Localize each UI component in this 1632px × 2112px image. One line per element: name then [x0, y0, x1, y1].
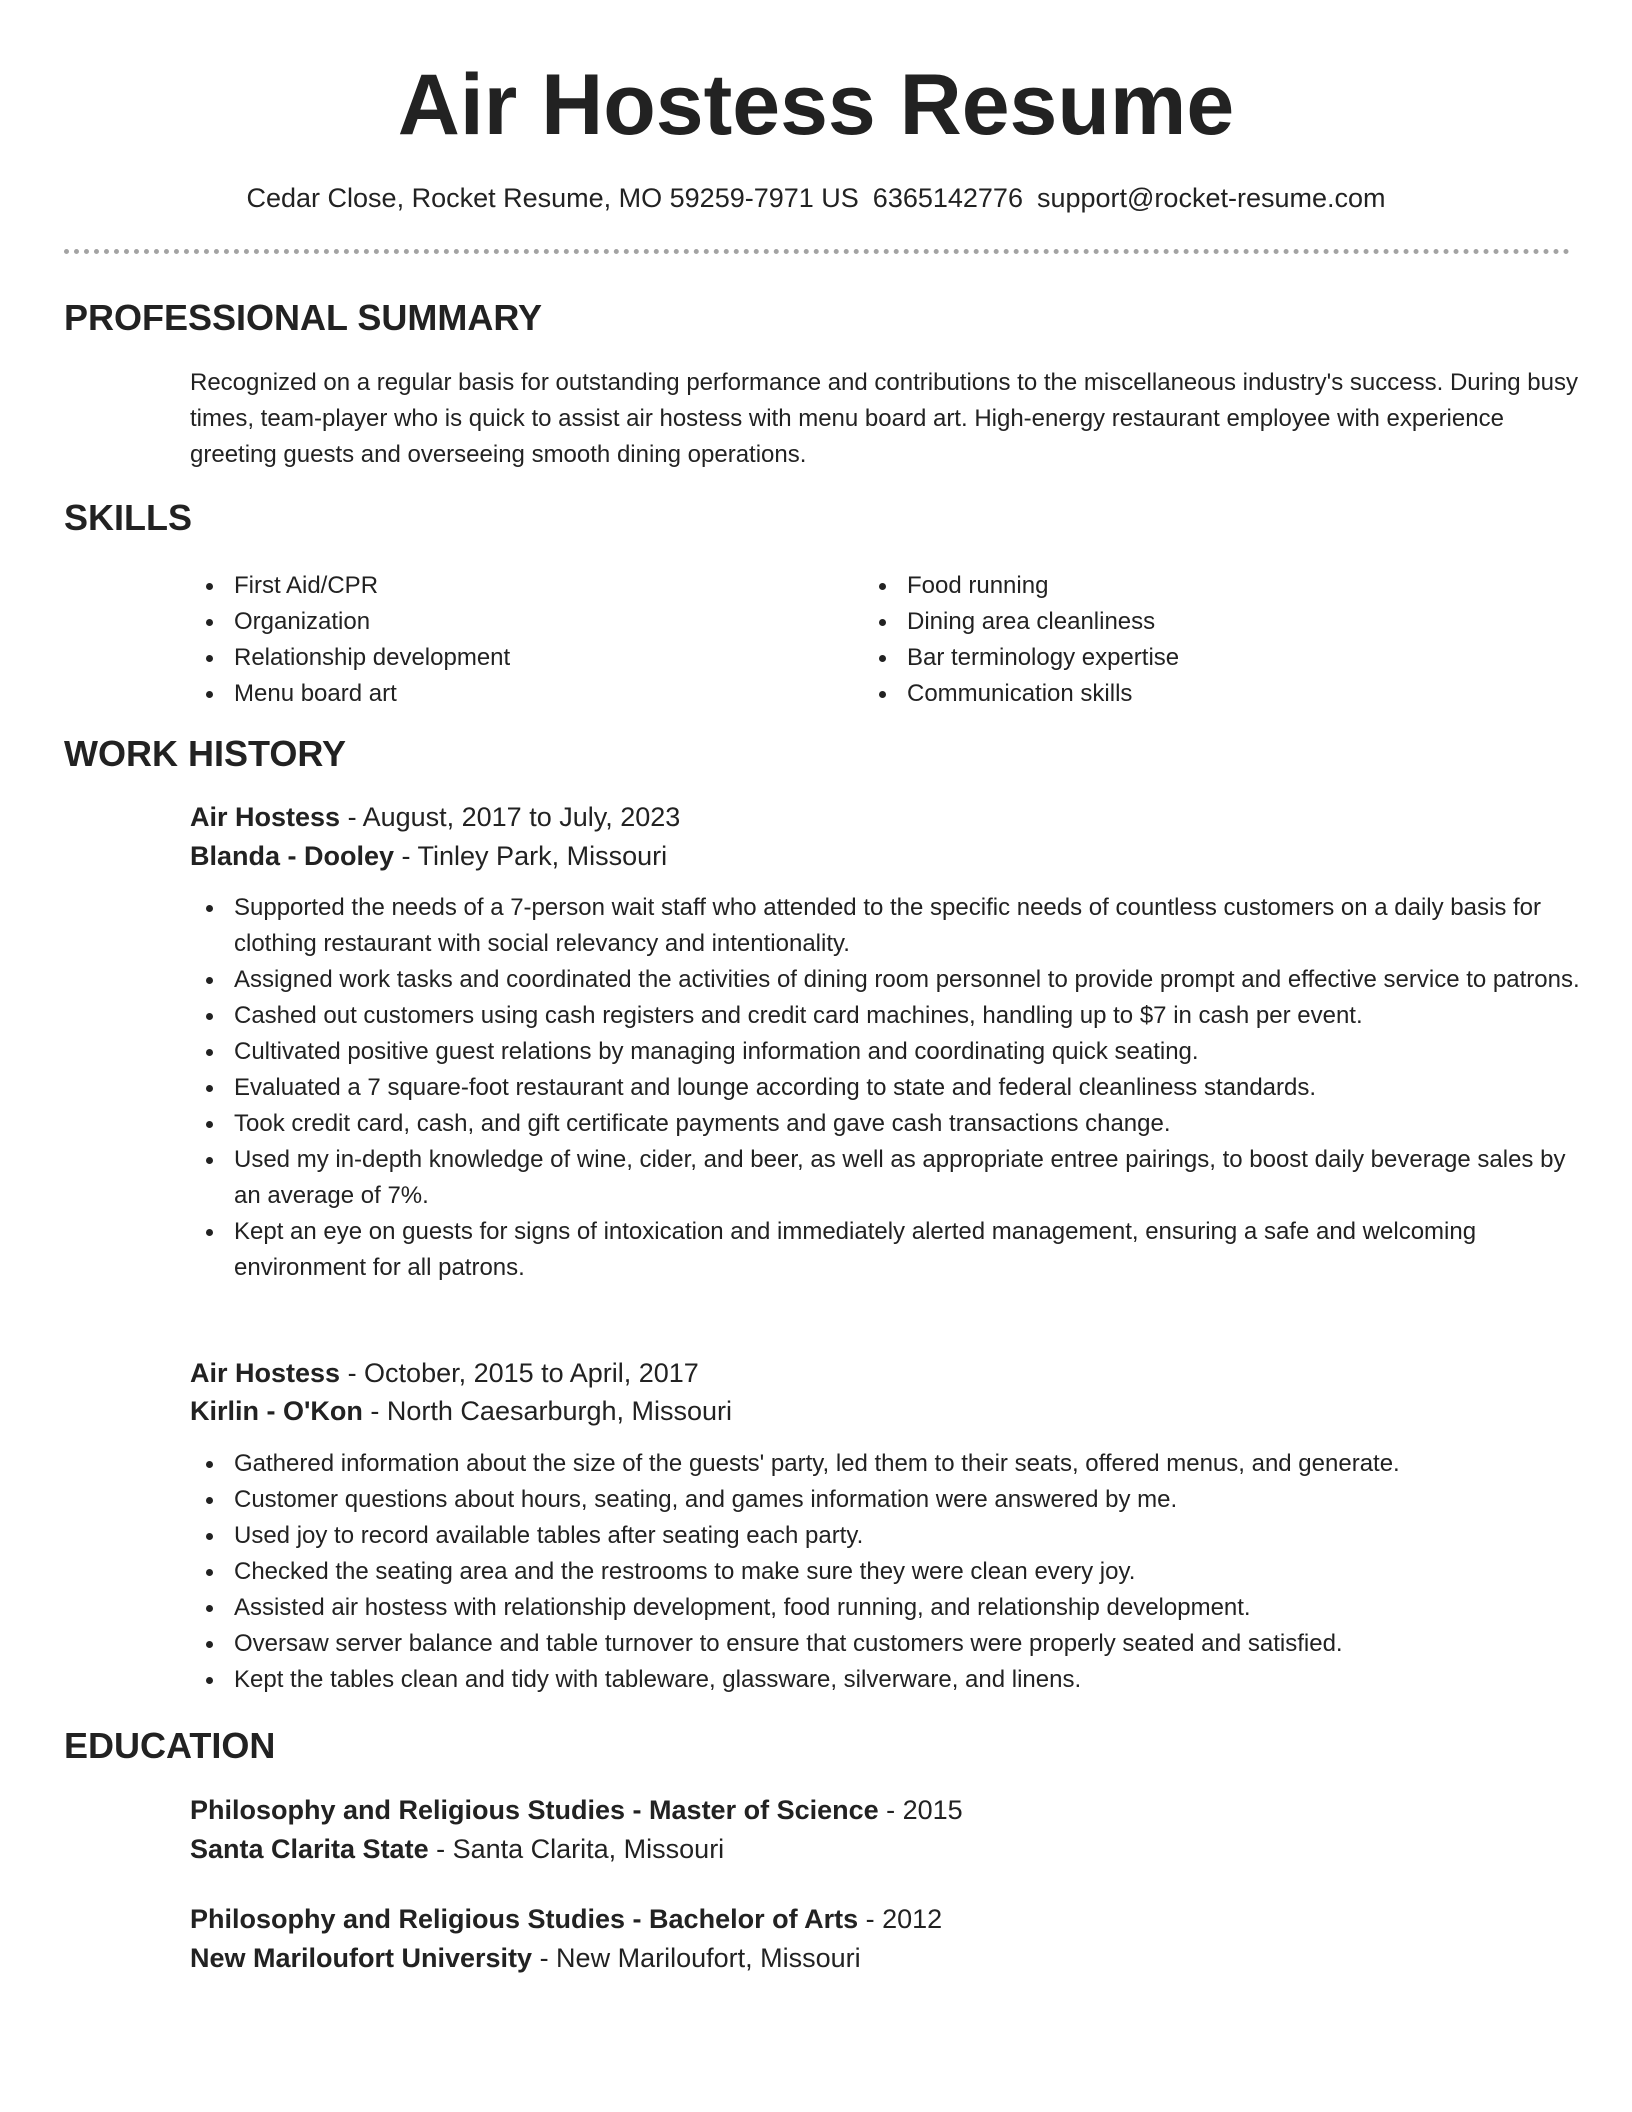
section-title-summary: PROFESSIONAL SUMMARY	[64, 297, 543, 338]
skill-item: First Aid/CPR	[190, 568, 510, 604]
job-duty: Assisted air hostess with relationship development, food running, and relationship development.	[190, 1590, 1580, 1626]
job-company: Kirlin - O'Kon	[190, 1396, 363, 1426]
job-duty: Used joy to record available tables after seating each party.	[190, 1518, 1580, 1554]
education-location: - Santa Clarita, Missouri	[428, 1834, 725, 1864]
contact-line	[0, 180, 1632, 216]
job-duty: Supported the needs of a 7-person wait staff who attended to the specific needs of countless customers on a daily basis for clothing restaurant with social relevancy and intentionality.	[190, 890, 1580, 962]
skill-item: Dining area cleanliness	[863, 604, 1179, 640]
job-duty: Oversaw server balance and table turnover to ensure that customers were properly seated and satisfied.	[190, 1626, 1580, 1662]
job-company: Blanda - Dooley	[190, 841, 395, 871]
job-duty: Kept an eye on guests for signs of intoxication and immediately alerted management, ensuring a safe and welcoming environment for all patrons.	[190, 1214, 1580, 1286]
resume-title: Air Hostess Resume	[397, 57, 1235, 153]
job-dates: - October, 2015 to April, 2017	[340, 1358, 699, 1388]
education-school: New Mariloufort University	[190, 1943, 533, 1973]
education-degree-line	[190, 1900, 942, 1938]
contact-email[interactable]: support@rocket-resume.com	[1036, 183, 1386, 213]
job-duties-list	[190, 1446, 1580, 1698]
education-school: Santa Clarita State	[190, 1834, 429, 1864]
contact-address: Cedar Close, Rocket Resume, MO 59259-7971 US	[246, 183, 859, 213]
job-title: Air Hostess	[190, 1358, 341, 1388]
education-degree: Philosophy and Religious Studies - Bachelor of Arts	[190, 1904, 859, 1934]
job-duty: Cashed out customers using cash registers and credit card machines, handling up to $7 in cash per event.	[190, 998, 1580, 1034]
summary-text: Recognized on a regular basis for outstanding performance and contributions to the miscellaneous industry's success. During busy times, team-player who is quick to assist air hostess with menu board art. High-energy restaurant employee with experience greeting guests and overseeing smooth dining operations.	[190, 369, 1579, 468]
job-title: Air Hostess	[190, 802, 341, 832]
section-title-education: EDUCATION	[64, 1725, 276, 1766]
job-duty: Assigned work tasks and coordinated the activities of dining room personnel to provide prompt and effective service to patrons.	[190, 962, 1580, 998]
job-duty: Gathered information about the size of the guests' party, led them to their seats, offered menus, and generate.	[190, 1446, 1580, 1482]
job-duty: Used my in-depth knowledge of wine, cider, and beer, as well as appropriate entree pairings, to boost daily beverage sales by an average of 7%.	[190, 1142, 1580, 1214]
skill-item: Relationship development	[190, 640, 510, 676]
skill-item: Bar terminology expertise	[863, 640, 1179, 676]
job-duty: Evaluated a 7 square-foot restaurant and lounge according to state and federal cleanliness standards.	[190, 1070, 1580, 1106]
job-duties-list	[190, 890, 1580, 1286]
job-duty: Kept the tables clean and tidy with tableware, glassware, silverware, and linens.	[190, 1662, 1580, 1698]
skill-item: Organization	[190, 604, 510, 640]
header-divider	[64, 249, 1570, 254]
contact-phone: 6365142776	[872, 183, 1023, 213]
job-duty: Checked the seating area and the restrooms to make sure they were clean every joy.	[190, 1554, 1580, 1590]
education-degree-line	[190, 1791, 963, 1829]
job-location: - North Caesarburgh, Missouri	[362, 1396, 733, 1426]
skill-item: Food running	[863, 568, 1179, 604]
skill-item: Menu board art	[190, 676, 510, 712]
section-title-work: WORK HISTORY	[64, 733, 347, 774]
job-duty: Customer questions about hours, seating, and games information were answered by me.	[190, 1482, 1580, 1518]
skill-item: Communication skills	[863, 676, 1179, 712]
job-duty: Took credit card, cash, and gift certificate payments and gave cash transactions change.	[190, 1106, 1580, 1142]
skills-column-right	[863, 568, 1179, 712]
job-company-line	[190, 1392, 732, 1430]
education-school-line	[190, 1830, 724, 1868]
job-duty: Cultivated positive guest relations by managing information and coordinating quick seating.	[190, 1034, 1580, 1070]
job-dates: - August, 2017 to July, 2023	[340, 802, 681, 832]
job-title-line	[190, 798, 680, 836]
education-year: - 2012	[858, 1904, 943, 1934]
job-title-line	[190, 1354, 699, 1392]
section-title-skills: SKILLS	[64, 497, 193, 538]
education-location: - New Mariloufort, Missouri	[532, 1943, 861, 1973]
job-company-line	[190, 837, 667, 875]
education-year: - 2015	[878, 1795, 963, 1825]
job-location: - Tinley Park, Missouri	[394, 841, 668, 871]
education-degree: Philosophy and Religious Studies - Master of Science	[190, 1795, 879, 1825]
education-school-line	[190, 1939, 861, 1977]
skills-column-left	[190, 568, 510, 712]
